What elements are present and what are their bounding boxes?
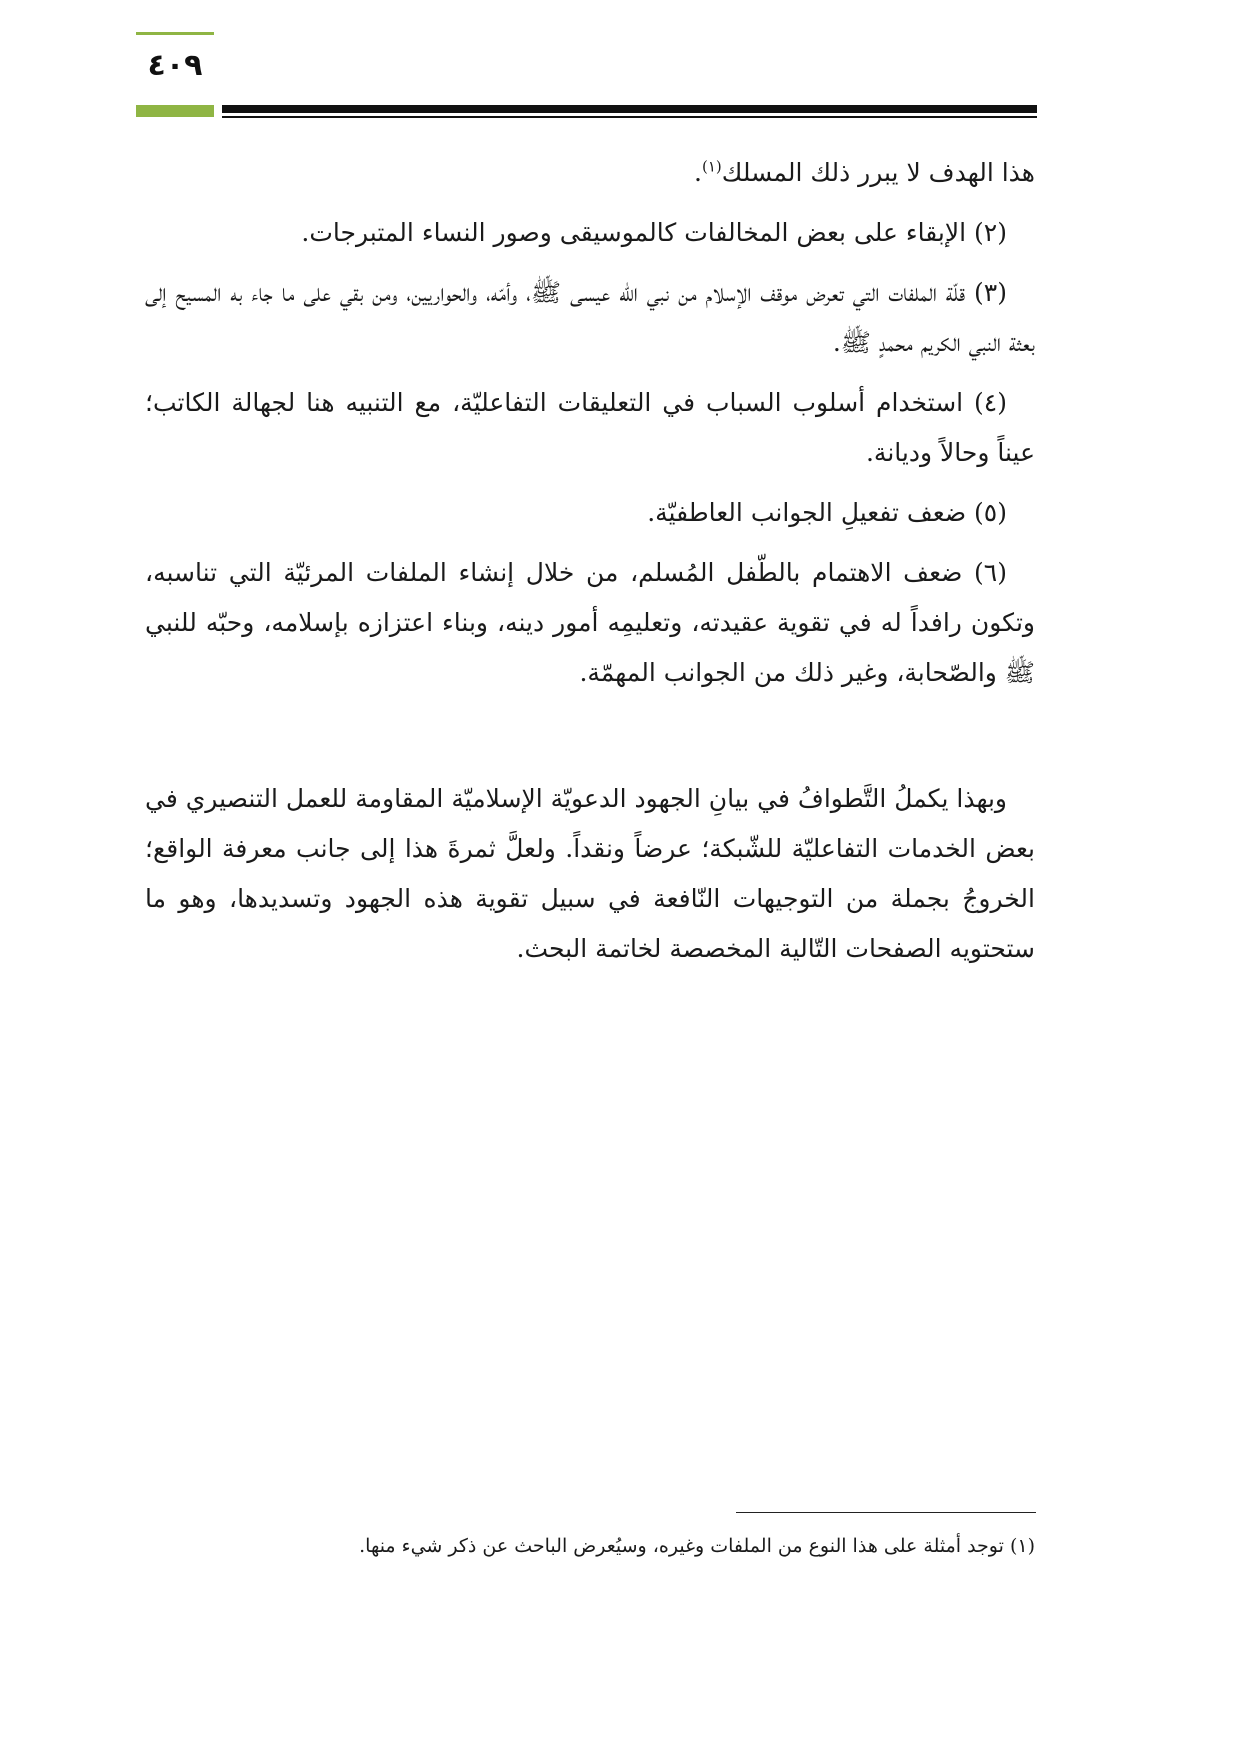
paragraph-text: هذا الهدف لا يبرر ذلك المسلك xyxy=(721,158,1035,187)
list-item-4: (٤) استخدام أسلوب السباب في التعليقات التفاعليّة، مع التنبيه هنا لجهالة الكاتب؛ عيناً وحالاً وديانة. xyxy=(145,388,1035,467)
closing-paragraph: وبهذا يكملُ التَّطوافُ في بيانِ الجهود الدعويّة الإسلاميّة المقاومة للعمل التنصيري في بعض الخدمات التفاعليّة للشّبكة؛ عرضاً ونقداً. ولعلَّ ثمرةَ هذا إلى جانب معرفة الواقع؛ الخروجُ بجملة من التوجيهات النّافعة في سبيل تقوية هذه الجهود وتسديدها، وهو ما ستحتويه الصفحات التّالية المخصصة لخاتمة البحث. xyxy=(145,784,1035,963)
header-rule-thick xyxy=(222,105,1037,113)
paragraph-end-mark: . xyxy=(694,158,702,187)
footnote-reference: (١) xyxy=(701,157,722,176)
page-number-top-rule xyxy=(136,32,214,35)
main-text xyxy=(145,148,1035,984)
paragraph-continuation xyxy=(145,148,1035,198)
footnote: (١) توجد أمثلة على هذا النوع من الملفات وغيره، وسيُعرض الباحث عن ذكر شيء منها. xyxy=(359,1535,1035,1557)
list-item-5: (٥) ضعف تفعيلِ الجوانب العاطفيّة. xyxy=(647,498,1007,527)
header-accent-bar xyxy=(136,105,214,117)
list-item-2: (٢) الإبقاء على بعض المخالفات كالموسيقى وصور النساء المتبرجات. xyxy=(301,218,1007,247)
list-item-6: (٦) ضعف الاهتمام بالطّفل المُسلم، من خلال إنشاء الملفات المرئيّة التي تناسبه، وتكون رافداً له في تقوية عقيدته، وتعليمِه أمور دينه، وبناء اعتزازه بإسلامه، وحبّه للنبي ﷺ والصّحابة، وغير ذلك من الجوانب المهمّة. xyxy=(145,558,1035,687)
footnote-separator xyxy=(736,1512,1036,1513)
page-number: ٤٠٩ xyxy=(147,48,203,83)
list-item-3: (٣) قلّة الملفات التي تعرض موقف الإسلام من نبي الله عيسى ﷺ، وأمّه، والحواريين، ومن بقي على ما جاء به المسيح إلى بعثة النبي الكريم محمدٍ ﷺ. xyxy=(145,278,1035,357)
header-rule-thin xyxy=(222,116,1037,118)
